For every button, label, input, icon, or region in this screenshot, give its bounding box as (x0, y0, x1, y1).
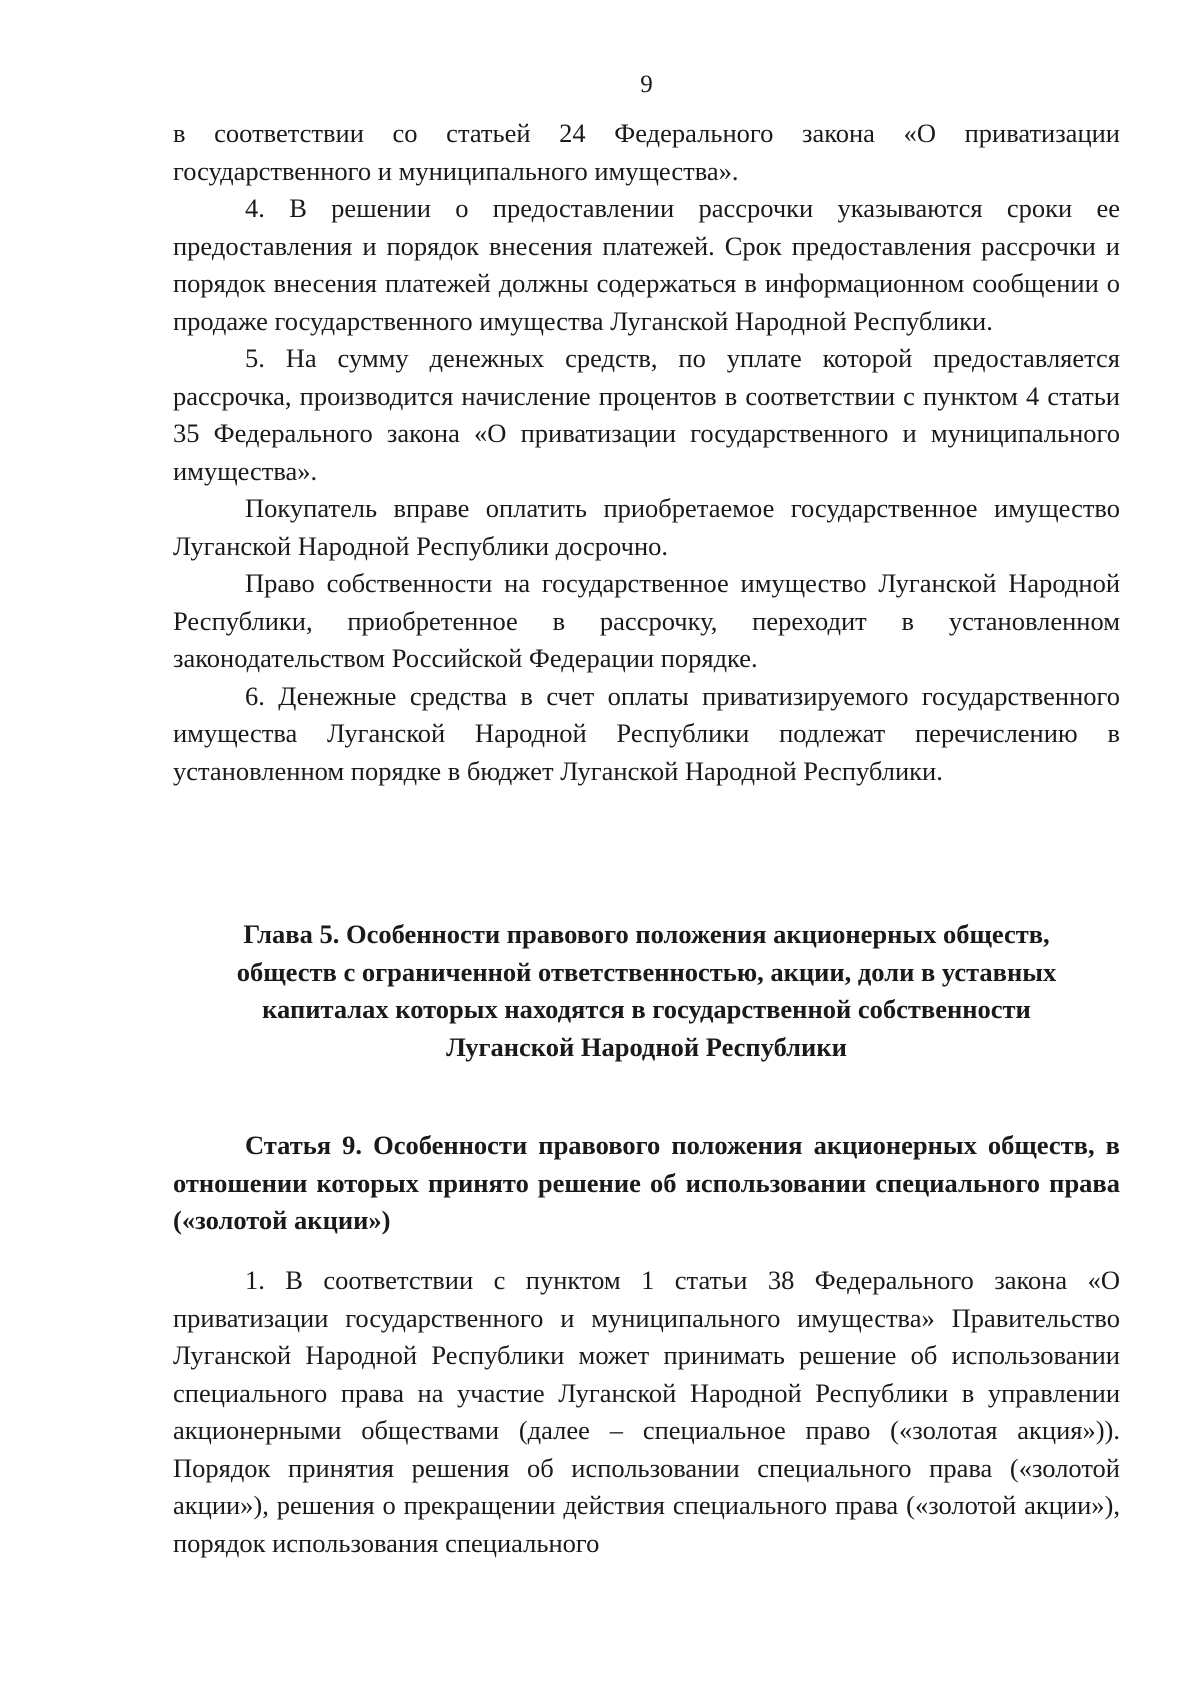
paragraph-item-4: 4. В решении о предоставлении рассрочки указываются сроки ее предоставления и порядок внесения платежей. Срок предоставления рассрочки и порядок внесения платежей должны содержаться в информационном сообщении о продаже государственного имущества Луганской Народной Республики. (173, 193, 1120, 336)
article-paragraph-item-1: 1. В соответствии с пунктом 1 статьи 38 Федерального закона «О приватизации государственного и муниципального имущества» Правительство Луганской Народной Республики может принимать решение об использовании специального права на участие Луганской Народной Республики в управлении акционерными обществами (далее – специальное право («золотая акция»)). Порядок принятия решения об использовании специального права («золотой акции»), решения о прекращении действия специального права («золотой акции»), порядок использования специального (173, 1265, 1120, 1558)
paragraph-ownership-transfer: Право собственности на государственное имущество Луганской Народной Республики, приобретенное в рассрочку, переходит в установленном законодательством Российской Федерации порядке. (173, 568, 1120, 673)
paragraph-item-6: 6. Денежные средства в счет оплаты приватизируемого государственного имущества Луганской Народной Республики подлежат перечислению в установленном порядке в бюджет Луганской Народной Республики. (173, 680, 1120, 786)
paragraph-item-5: 5. На сумму денежных средств, по уплате которой предоставляется рассрочка, производится начисление процентов в соответствии с пунктом 4 статьи 35 Федерального закона «О приватизации государственного и муниципального имущества». (173, 343, 1120, 486)
paragraph-early-payment: Покупатель вправе оплатить приобретаемое государственное имущество Луганской Народной Республики досрочно. (173, 493, 1120, 561)
body-text-section (173, 115, 1120, 790)
article-heading: Статья 9. Особенности правового положения акционерных обществ, в отношении которых принято решение об использовании специального права («золотой акции») (173, 1130, 1120, 1235)
paragraph-continuation: в соответствии со статьей 24 Федерального закона «О приватизации государственного и муниципального имущества». (173, 118, 1120, 186)
chapter-heading: Глава 5. Особенности правового положения акционерных обществ, обществ с ограниченной ответственностью, акции, доли в уставных капиталах которых находятся в государственной собственности Луганской Народной Республики (236, 919, 1057, 1062)
article-body-section (173, 1262, 1120, 1562)
page-number: 9 (640, 71, 653, 98)
